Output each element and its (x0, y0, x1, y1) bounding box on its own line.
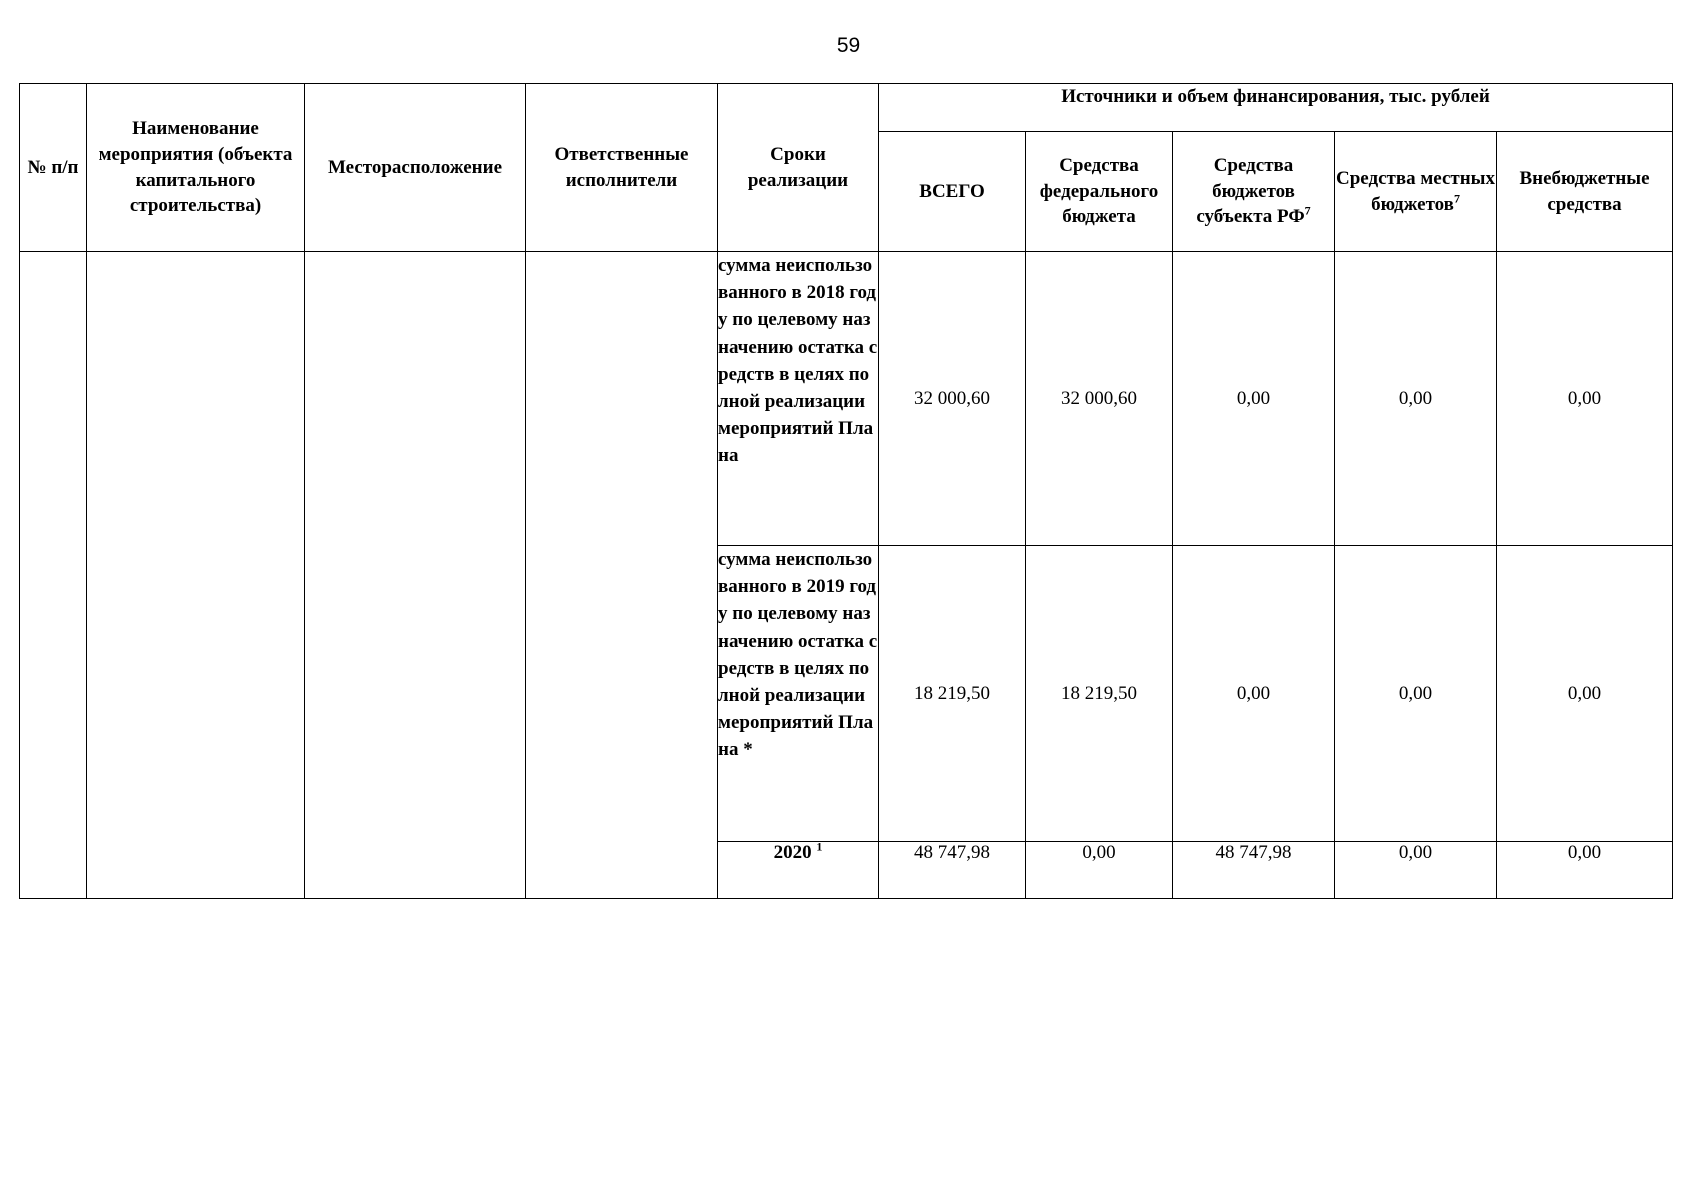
cell-extra: 0,00 (1497, 842, 1673, 899)
header-federal: Средства федерального бюджета (1026, 132, 1173, 252)
header-funding-group: Источники и объем финансирования, тыс. рублей (879, 84, 1673, 132)
cell-name-empty (87, 252, 305, 899)
cell-regional: 48 747,98 (1173, 842, 1335, 899)
cell-federal: 0,00 (1026, 842, 1173, 899)
header-num: № п/п (20, 84, 87, 252)
cell-responsible-empty (526, 252, 718, 899)
header-local-text: Средства местных бюджетов (1335, 167, 1495, 215)
header-name: Наименование мероприятия (объекта капитального строительства) (87, 84, 305, 252)
cell-term-footnote: 1 (816, 839, 823, 854)
cell-extra: 0,00 (1497, 546, 1673, 842)
header-responsible: Ответственные исполнители (526, 84, 718, 252)
cell-federal: 18 219,50 (1026, 546, 1173, 842)
cell-local: 0,00 (1335, 546, 1497, 842)
cell-total: 32 000,60 (879, 252, 1026, 546)
funding-table (19, 83, 1673, 899)
header-extra: Внебюджетные средства (1497, 132, 1673, 252)
table-row (20, 252, 1673, 546)
cell-term-year: 2020 (773, 842, 812, 863)
cell-extra: 0,00 (1497, 252, 1673, 546)
header-row-1 (20, 84, 1673, 132)
header-regional-text: Средства бюджетов субъекта РФ (1196, 155, 1305, 228)
cell-local: 0,00 (1335, 252, 1497, 546)
header-regional-footnote: 7 (1304, 203, 1311, 218)
header-local (1335, 132, 1497, 252)
cell-local: 0,00 (1335, 842, 1497, 899)
cell-term: сумма неиспользованного в 2019 году по целевому назначению остатка средств в целях полной реализации мероприятий Плана * (718, 546, 879, 842)
header-location: Месторасположение (305, 84, 526, 252)
cell-regional: 0,00 (1173, 252, 1335, 546)
cell-total: 48 747,98 (879, 842, 1026, 899)
cell-term: сумма неиспользованного в 2018 году по целевому назначению остатка средств в целях полной реализации мероприятий Плана (718, 252, 879, 546)
header-total: ВСЕГО (879, 132, 1026, 252)
cell-regional: 0,00 (1173, 546, 1335, 842)
cell-location-empty (305, 252, 526, 899)
page-number: 59 (836, 34, 861, 57)
header-local-footnote: 7 (1453, 191, 1460, 206)
cell-num-empty (20, 252, 87, 899)
header-terms: Сроки реализации (718, 84, 879, 252)
cell-federal: 32 000,60 (1026, 252, 1173, 546)
cell-total: 18 219,50 (879, 546, 1026, 842)
header-regional (1173, 132, 1335, 252)
cell-term (718, 839, 879, 899)
